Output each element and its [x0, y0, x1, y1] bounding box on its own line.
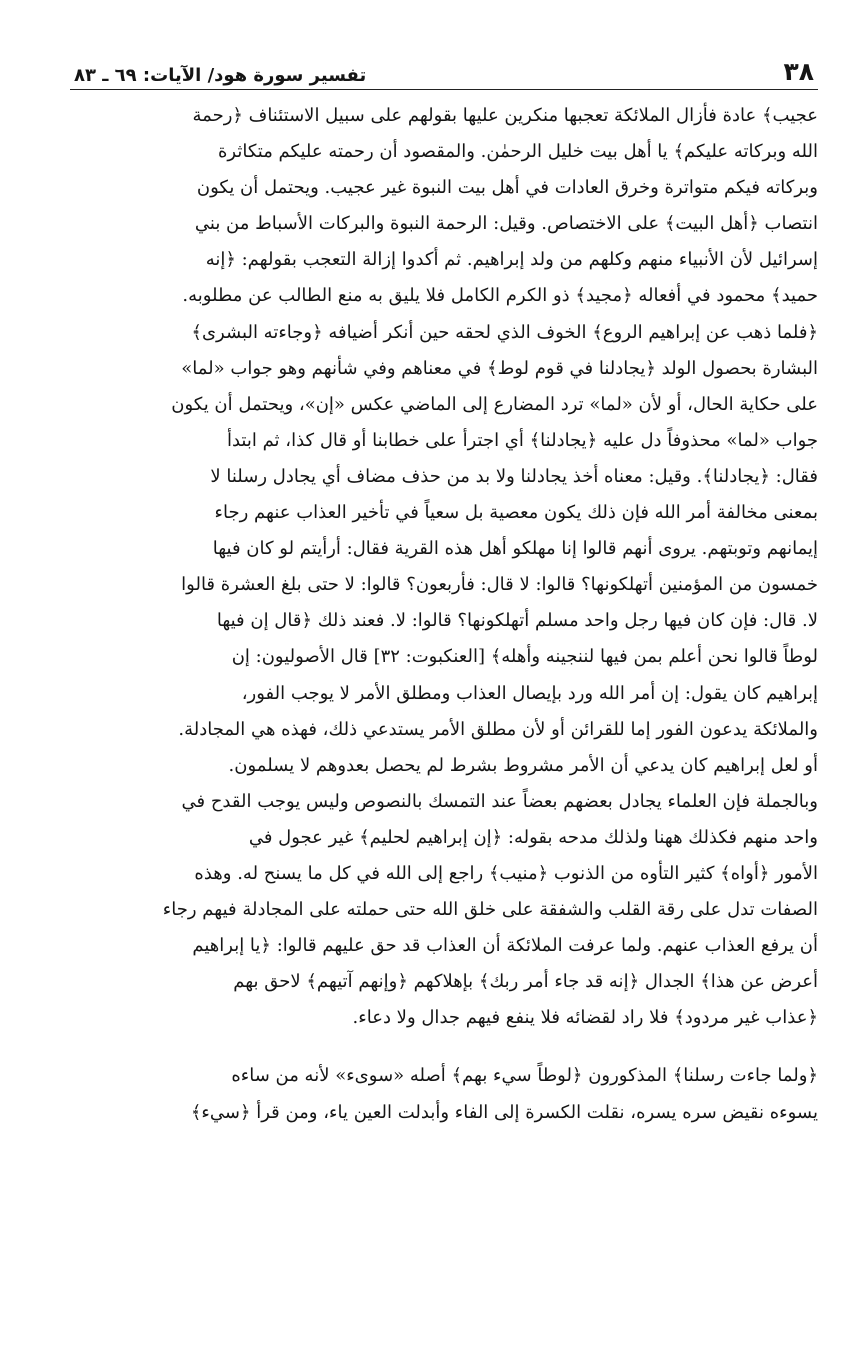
text-line: ﴿ولما جاءت رسلنا﴾ المذكورون ﴿لوطاً سيء بهم﴾ أصله «سوىء» لأنه من ساءه — [231, 1065, 818, 1087]
text-line: عجيب﴾ عادة فأزال الملائكة تعجبها منكرين عليها بقولهم على سبيل الاستئناف ﴿رحمة — [192, 105, 818, 126]
text-line: الصفات تدل على رقة القلب والشفقة على خلق الله حتى حملته على المجادلة فيهم رجاء — [162, 899, 818, 921]
page-number: ٣٨ — [783, 57, 814, 86]
text-line: ﴿فلما ذهب عن إبراهيم الروع﴾ الخوف الذي لحقه حين أنكر أضيافه ﴿وجاءته البشرى﴾ — [191, 321, 818, 343]
text-line: لا. قال: فإن كان فيها رجل واحد مسلم أتهلكونها؟ قالوا: لا. فعند ذلك ﴿قال إن فيها — [216, 610, 818, 632]
text-line: حميد﴾ محمود في أفعاله ﴿مجيد﴾ ذو الكرم الكامل فلا يليق به منع الطالب عن مطلوبه. — [182, 285, 818, 307]
text-line: وبركاته فيكم متواترة وخرق العادات في أهل بيت النبوة غير عجيب. ويحتمل أن يكون — [196, 177, 818, 199]
text-line: الأمور ﴿أواه﴾ كثير التأوه من الذنوب ﴿منيب﴾ راجع إلى الله في كل ما يسنح له. وهذه — [194, 862, 818, 884]
body-text — [70, 98, 818, 1131]
text-line: خمسون من المؤمنين أتهلكونها؟ قالوا: لا قال: فأربعون؟ قالوا: لا حتى بلغ العشرة قالوا — [181, 574, 818, 596]
text-line: البشارة بحصول الولد ﴿يجادلنا في قوم لوط﴾ في معناهم وفي شأنهم وهو جواب «لما» — [181, 357, 818, 379]
section-gap — [70, 1036, 818, 1058]
running-title: تفسير سورة هود/ الآيات: ٦٩ ـ ٨٣ — [74, 65, 367, 86]
text-line: يسوءه نقيض سره يسره، نقلت الكسرة إلى الفاء وأبدلت العين ياء، ومن قرأ ﴿سيء﴾ — [190, 1101, 818, 1123]
text-line: لوطاً قالوا نحن أعلم بمن فيها لننجينه وأهله﴾ [العنكبوت: ٣٢] قال الأصوليون: إن — [231, 646, 818, 668]
text-line: ﴿عذاب غير مردود﴾ فلا راد لقضائه فلا ينفع فيهم جدال ولا دعاء. — [352, 1007, 818, 1029]
page-header — [70, 52, 818, 90]
text-line: أو لعل إبراهيم كان يدعي أن الأمر مشروط بشرط لم يحصل بعدوهم لا يسلمون. — [228, 754, 818, 776]
text-line: إبراهيم كان يقول: إن أمر الله ورد بإيصال العذاب ومطلق الأمر لا يوجب الفور، — [241, 682, 818, 704]
text-line: على حكاية الحال، أو لأن «لما» ترد المضارع إلى الماضي عكس «إن»، ويحتمل أن يكون — [171, 393, 818, 415]
page — [70, 52, 818, 1131]
text-line: والملائكة يدعون الفور إما للقرائن أو لأن مطلق الأمر يستدعي ذلك، فهذه هي المجادلة. — [178, 718, 818, 740]
text-line: بمعنى مخالفة أمر الله فإن ذلك يكون معصية بل سعياً في تأخير العذاب عنهم رجاء — [214, 502, 818, 524]
text-line: واحد منهم فكذلك ههنا ولذلك مدحه بقوله: ﴿إن إبراهيم لحليم﴾ غير عجول في — [248, 826, 818, 848]
text-line: فقال: ﴿يجادلنا﴾. وقيل: معناه أخذ يجادلنا ولا بد من حذف مضاف أي يجادل رسلنا لا — [210, 465, 818, 487]
text-line: انتصاب ﴿أهل البيت﴾ على الاختصاص. وقيل: الرحمة النبوة والبركات الأسباط من بني — [194, 213, 818, 235]
text-line: إيمانهم وتوبتهم. يروى أنهم قالوا إنا مهلكو أهل هذه القرية فقال: أرأيتم لو كان فيها — [212, 538, 818, 560]
text-line: أعرض عن هذا﴾ الجدال ﴿إنه قد جاء أمر ربك﴾ بإهلاكهم ﴿وإنهم آتيهم﴾ لاحق بهم — [233, 971, 818, 993]
text-line: الله وبركاته عليكم﴾ يا أهل بيت خليل الرحمٰن. والمقصود أن رحمته عليكم متكاثرة — [217, 141, 818, 163]
text-line: وبالجملة فإن العلماء يجادل بعضهم بعضاً عند التمسك بالنصوص وليس يوجب القدح في — [181, 790, 818, 812]
text-line: أن يرفع العذاب عنهم. ولما عرفت الملائكة أن العذاب قد حق عليهم قالوا: ﴿يا إبراهيم — [192, 935, 818, 957]
text-line: جواب «لما» محذوفاً دل عليه ﴿يجادلنا﴾ أي اجترأ على خطابنا أو قال كذا، ثم ابتدأ — [226, 429, 818, 451]
text-line: إسرائيل لأن الأنبياء منهم وكلهم من ولد إبراهيم. ثم أكدوا إزالة التعجب بقولهم: ﴿إنه — [205, 249, 818, 271]
